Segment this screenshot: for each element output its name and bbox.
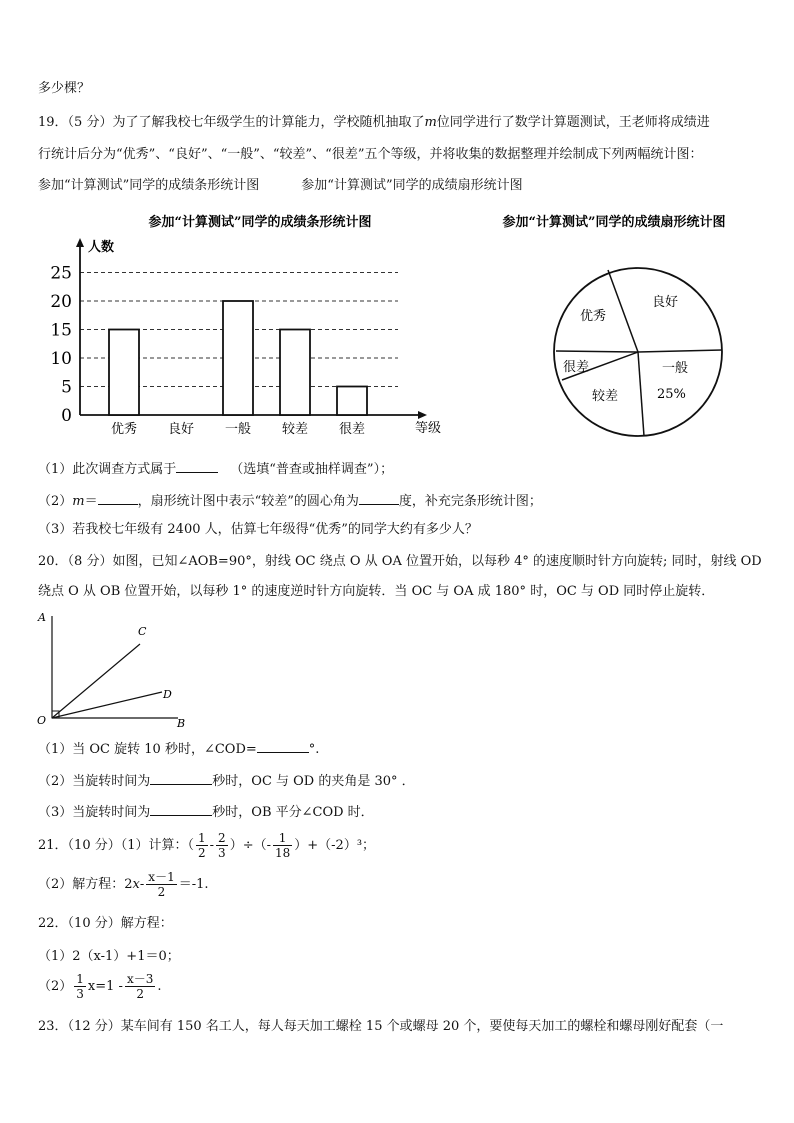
q21-frac-1-den: 2 [198, 846, 206, 860]
q20-sub2-b: 秒时，OC 与 OD 的夹角是 30° ． [212, 774, 415, 789]
q20-sub2-blank [150, 770, 212, 785]
q19-sub1-blank [176, 458, 218, 473]
bar-2 [223, 301, 253, 415]
q19-line2: 行统计后分为“优秀”、“良好”、“一般”、“较差”、“很差”五个等级，并将收集的数据整理并绘制成下列两幅统计图： [38, 147, 703, 162]
bar-xtick-label: 优秀 [110, 422, 138, 437]
q21-frac-3 [273, 831, 292, 860]
q21-tail: ）+（-2）³； [294, 838, 376, 853]
bar-ytick-label: 20 [50, 292, 72, 312]
q19-caption-bar: 参加“计算测试”同学的成绩条形统计图 [38, 178, 260, 193]
pie-divider-2 [638, 350, 722, 352]
pie-divider-3 [638, 352, 644, 436]
q21-minus: - [209, 838, 215, 853]
bar-x-arrow [418, 411, 427, 419]
q21-mid: ）÷（- [229, 838, 271, 853]
bar-0 [109, 330, 139, 416]
q19-sub1 [38, 458, 393, 479]
q19-line1-a: 19．（5 分）为了了解我校七年级学生的计算能力，学校随机抽取了 [38, 115, 425, 130]
q20-line2: 绕点 O 从 OB 位置开始，以每秒 1° 的速度逆时针方向旋转．当 OC 与 OA 成 180° 时，OC 与 OD 同时停止旋转． [38, 584, 715, 599]
label-a: A [38, 611, 46, 624]
label-o: O [37, 714, 47, 727]
q22-frac-1-den: 3 [76, 987, 84, 1001]
q20-sub1-a: （1）当 OC 旋转 10 秒时，∠COD= [38, 742, 257, 757]
q20-sub3-a: （3）当旋转时间为 [38, 805, 151, 820]
pie-divider-5 [556, 351, 638, 352]
q20-sub1 [38, 738, 319, 759]
q22-sub2-a: （2） [38, 979, 73, 994]
q21-frac-4 [146, 870, 176, 899]
label-c: C [138, 625, 147, 638]
ray-oc [52, 644, 140, 718]
pie-label-lianghao: 良好 [652, 295, 679, 310]
q19-var-m: m [424, 115, 437, 130]
pie-chart-title: 参加“计算测试”同学的成绩扇形统计图 [502, 215, 726, 230]
q21-line2-a: （2）解方程：2 [38, 877, 133, 892]
q21-frac-3-den: 18 [274, 846, 291, 860]
q21-frac-1-num: 1 [198, 831, 206, 845]
pie-chart [470, 205, 770, 445]
bar-xtick-label: 良好 [167, 422, 195, 437]
q21-line2 [38, 868, 209, 902]
q20-sub1-b: °. [308, 742, 320, 757]
bar-ytick-label: 5 [61, 377, 72, 398]
q20-sub3-blank [150, 801, 212, 816]
q21-frac-2-den: 3 [218, 846, 226, 860]
q21-var-x: x [132, 877, 140, 892]
q21-frac-1 [196, 831, 208, 860]
q20-sub1-blank [257, 738, 309, 753]
q20-sub2 [38, 770, 415, 791]
q22-title: 22．（10 分）解方程： [38, 916, 173, 931]
q21-frac-4-num: x－1 [148, 870, 175, 884]
label-d: D [163, 688, 172, 701]
q23-line1: 23．（12 分）某车间有 150 名工人，每人每天加工螺栓 15 个或螺母 20 个，要使每天加工的螺栓和螺母刚好配套（一 [38, 1019, 724, 1034]
q19-caption-pie: 参加“计算测试”同学的成绩扇形统计图 [301, 178, 523, 193]
pie-divider-1 [608, 270, 638, 352]
ray-od [52, 692, 162, 718]
q18-tail: 多少棵？ [38, 81, 91, 96]
q19-sub2-d: 度，补充完条形统计图； [398, 494, 542, 509]
pie-label-yiban: 一般 [662, 361, 689, 376]
q19-line1-b: 位同学进行了数学计算题测试，王老师将成绩进 [436, 115, 710, 130]
pie-label-youxiu: 优秀 [580, 309, 607, 324]
q22-frac-2-den: 2 [136, 987, 144, 1001]
q21-line1 [38, 829, 375, 863]
q19-sub2-blank-angle [359, 490, 399, 505]
q19-sub2 [38, 490, 542, 511]
q22-frac-1 [74, 972, 86, 1001]
bar-ytick-label: 15 [50, 320, 72, 341]
q19-sub2-eq: ＝ [84, 494, 98, 509]
bar-xtick-label: 很差 [338, 422, 366, 437]
q19-line1 [38, 114, 710, 132]
q19-sub2-blank-m [98, 490, 138, 505]
q21-line2-tail: ＝-1. [178, 877, 209, 892]
pie-label-yiban-percent: 25% [657, 387, 686, 402]
q19-sub2-a: （2） [38, 494, 73, 509]
q21-frac-3-num: 1 [273, 831, 292, 846]
q22-sub2-c: . [157, 979, 162, 994]
q21-frac-4-den: 2 [157, 885, 166, 899]
bar-chart-xlabel: 等级 [415, 421, 442, 436]
q19-sub2-c: ，扇形统计图中表示“较差”的圆心角为 [137, 494, 359, 509]
q20-sub3 [38, 801, 374, 822]
q21-line1-a: 21．（10 分）（1）计算：（ [38, 838, 194, 853]
q19-line3 [38, 177, 523, 195]
q21-line2-minus: - [139, 877, 145, 892]
q19-sub2-var: m [72, 494, 85, 509]
bar-4 [337, 387, 367, 416]
q22-frac-2 [125, 972, 155, 1001]
q22-frac-1-num: 1 [76, 972, 84, 986]
q21-frac-2 [216, 831, 228, 860]
bar-chart [30, 205, 450, 445]
bar-xtick-label: 一般 [224, 422, 252, 437]
bar-ytick-label: 25 [50, 263, 72, 284]
bar-ytick-label: 10 [50, 349, 72, 369]
label-b: B [177, 717, 186, 730]
q19-sub1-b: （选填“普查或抽样调查”）； [230, 462, 394, 477]
pie-label-jiaocha: 较差 [592, 389, 619, 404]
q20-sub3-b: 秒时，OB 平分∠COD 时． [212, 805, 374, 820]
q20-line1: 20．（8 分）如图，已知∠AOB=90°，射线 OC 绕点 O 从 OA 位置开始，以每秒 4° 的速度顺时针方向旋转; 同时，射线 OD [38, 554, 762, 569]
bar-ytick-label: 0 [61, 406, 72, 426]
q22-sub2 [38, 970, 162, 1004]
q22-frac-2-num: x－3 [126, 972, 154, 986]
bar-chart-ylabel: 人数 [88, 240, 115, 255]
angle-diagram [30, 608, 200, 732]
bar-xtick-label: 较差 [281, 422, 309, 437]
bar-3 [280, 330, 310, 416]
q19-sub1-a: （1）此次调查方式属于 [38, 462, 177, 477]
q21-frac-2-num: 2 [218, 831, 226, 845]
q19-sub3: （3）若我校七年级有 2400 人，估算七年级得“优秀”的同学大约有多少人？ [38, 522, 478, 537]
bar-y-arrow [76, 238, 84, 247]
pie-label-hencha: 很差 [563, 360, 590, 375]
bar-chart-title: 参加“计算测试”同学的成绩条形统计图 [148, 215, 372, 230]
q20-sub2-a: （2）当旋转时间为 [38, 774, 151, 789]
q22-sub1: （1）2（x-1）+1＝0； [38, 949, 180, 964]
q22-sub2-b: x=1 - [87, 979, 123, 994]
